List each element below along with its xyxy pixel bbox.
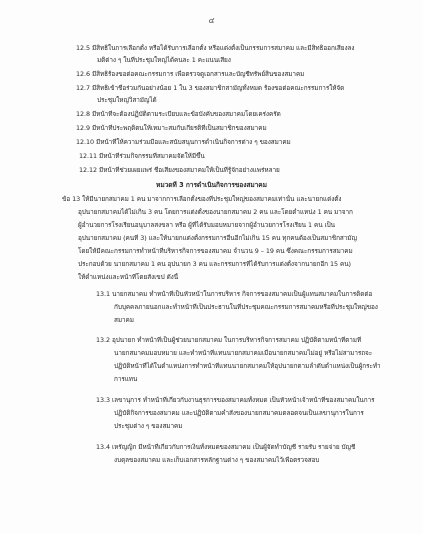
clause-13-2-line-4: การแทน xyxy=(114,375,138,383)
clause-13-line-5: โดยให้มีคณะกรรมการทำหน้าที่บริหารกิจการของสมาคม จำนวน 9 – 19 คน ซึ่งคณะกรรมการสมาคม xyxy=(78,247,353,255)
clause-12-5-line-1: 12.5 มีสิทธิในการเลือกตั้ง หรือได้รับการเลือกตั้ง หรือแต่งตั้งเป็นกรรมการสมาคม และมีสิทธิออกเสียงลง xyxy=(76,44,355,52)
clause-13-3-line-1: 13.3 เลขานุการ ทำหน้าที่เกี่ยวกับงานธุรการของสมาคมทั้งหมด เป็นหัวหน้าเจ้าหน้าที่ของสมาคมในการ xyxy=(96,396,375,404)
clause-13-3-line-2: ปฏิบัติกิจการของสมาคม และปฏิบัติตามคำสั่งของนายกสมาคมตลอดจนเป็นเลขานุการในการ xyxy=(114,409,364,417)
clause-13-1-line-1: 13.1 นายกสมาคม ทำหน้าที่เป็นหัวหน้าในการบริหาร กิจการของสมาคมเป็นผู้แทนสมาคมในการติดต่อ xyxy=(96,290,373,298)
section-heading: หมวดที่ 3 การดำเนินกิจการของสมาคม xyxy=(156,181,267,189)
clause-13-4-line-1: 13.4 เหรัญญิก มีหน้าที่เกี่ยวกับการเงินทั้งหมดของสมาคม เป็นผู้จัดทำบัญชี รายรับ รายจ่าย บัญชี xyxy=(96,443,356,451)
clause-12-7-line-2: ประชุมใหญ่วิสามัญได้ xyxy=(97,96,157,104)
clause-13-line-7: ให้ดำแหน่งและหน้าที่โดยสังเขป ดังนี้ xyxy=(78,273,179,281)
clause-13-1-line-3: สมาคม xyxy=(114,316,134,324)
clause-13-2-line-2: นายกสมาคมมอบหมาย และทำหน้าที่แทนนายกสมาคมเมื่อนายกสมาคมไม่อยู่ หรือไม่สามารถจะ xyxy=(114,349,373,357)
clause-12-7-line-1: 12.7 มีสิทธิเข้าชื่อร่วมกันอย่างน้อย 1 ใน 3 ของสมาชิกสามัญทั้งหมด ร้องขอต่อคณะกรรมการให้จัด xyxy=(76,84,345,92)
clause-13-line-2: อุปนายกสมาคมได้ไม่เกิน 3 คน โดยการแต่งตั้งของนายกสมาคม 2 คน และโดยตำแหน่ง 1 คน มาจาก xyxy=(78,208,353,216)
clause-13-1-line-2: กับบุคคลภายนอกและทำหน้าที่เป็นประธานในที่ประชุมคณะกรรมการสมาคมหรือที่ประชุมใหญ่ของ xyxy=(114,303,378,311)
clause-13-line-1: ข้อ 13 ให้มีนายกสมาคม 1 คน มาจากการเลือกตั้งของที่ประชุมใหญ่ของสมาคมเท่านั้น และนายกแต่งตั้ง xyxy=(62,195,342,203)
clause-13-line-4: อุปนายกสมาคม (คนที่ 3) และให้นายกแต่งตั้งกรรมการอื่นอีกไม่เกิน 15 คน ทุกคนต้องเป็นสมาชิกสามัญ xyxy=(78,234,357,242)
clause-12-10: 12.10 มีหน้าที่ให้ความร่วมมือและสนับสนุนการดำเนินกิจการต่าง ๆ ของสมาคม xyxy=(76,138,291,146)
clause-12-12: 12.12 มีหน้าที่ช่วยเผยแพร่ ชื่อเสียงของสมาคมให้เป็นที่รู้จักอย่างแพร่หลาย xyxy=(79,166,280,174)
clause-13-3-line-3: ประชุมต่าง ๆ ของสมาคม xyxy=(114,422,183,430)
clause-12-9: 12.9 มีหน้าที่ประพฤติตนให้เหมาะสมกับเกียรติที่เป็นสมาชิกของสมาคม xyxy=(76,124,267,132)
clause-13-2-line-3: ปฏิบัติหน้าที่ได้ในตำแหน่งการทำหน้าที่แทนนายกสมาคมให้อุปนายกตามลำดับตำแหน่งเป็นผู้กระทำ xyxy=(114,362,381,370)
page-number: ๔ xyxy=(208,16,215,25)
clause-12-6: 12.6 มีสิทธิร้องขอต่อคณะกรรมการ เพื่อตรวจดูเอกสารและบัญชีทรัพย์สินของสมาคม xyxy=(76,70,305,78)
clause-12-11: 12.11 มีหน้าที่ร่วมกิจกรรมที่สมาคมจัดให้มีขึ้น xyxy=(79,152,205,160)
clause-13-2-line-1: 13.2 อุปนายก ทำหน้าที่เป็นผู้ช่วยนายกสมาคม ในการบริหารกิจการสมาคม ปฏิบัติตามหน้าที่ตามที่ xyxy=(96,336,362,344)
clause-13-line-3: ผู้อำนวยการโรงเรียนอนุบาลสงขลา หรือ ผู้ที่ได้รับมอบหมายจากผู้อำนวยการโรงเรียน 1 คน เป็น xyxy=(78,221,335,229)
clause-13-4-line-2: งบดุลของสมาคม และเก็บเอกสารหลักฐานต่าง ๆ ของสมาคมไว้เพื่อตรวจสอบ xyxy=(114,456,320,464)
clause-12-5-line-2: มติต่าง ๆ ในที่ประชุมใหญ่ได้คนละ 1 คะแนนเสียง xyxy=(97,56,231,64)
clause-13-line-6: ประกอบด้วย นายกสมาคม 1 คน อุปนายก 3 คน และกรรมการที่ได้รับการแต่งตั้งจากนายกอีก 15 คน) xyxy=(78,260,351,268)
clause-12-8: 12.8 มีหน้าที่จะต้องปฏิบัติตามระเบียบและข้อบังคับของสมาคมโดยเคร่งครัด xyxy=(76,110,281,118)
